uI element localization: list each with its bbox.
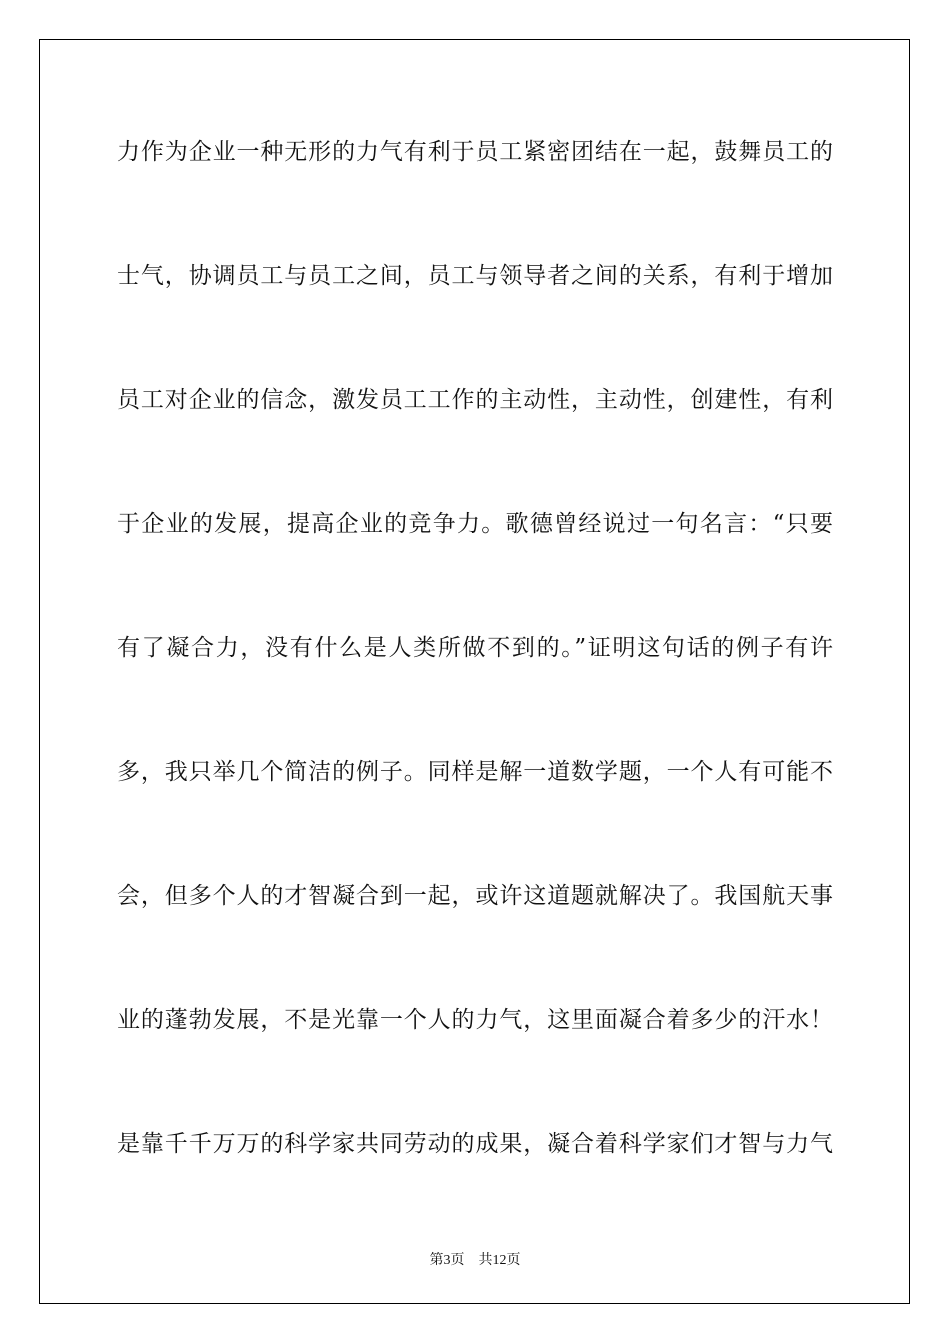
body-text-line-1: 力作为企业一种无形的力气有利于员工紧密团结在一起，鼓舞员工的 [117,139,833,165]
page-number: 第3页 [429,1253,465,1268]
body-text-line-2: 士气，协调员工与员工之间，员工与领导者之间的关系，有利于增加 [117,263,833,289]
body-text-line-7: 会，但多个人的才智凝合到一起，或许这道题就解决了。我国航天事 [117,883,833,909]
body-text-line-6: 多，我只举几个简洁的例子。同样是解一道数学题，一个人有可能不 [117,759,833,785]
body-text-line-9: 是靠千千万万的科学家共同劳动的成果，凝合着科学家们才智与力气 [117,1131,833,1157]
body-text-line-3: 员工对企业的信念，激发员工工作的主动性，主动性，创建性，有利 [117,387,833,413]
body-text-line-8: 业的蓬勃发展，不是光靠一个人的力气，这里面凝合着多少的汗水！ [117,1007,833,1033]
body-text-line-4: 于企业的发展，提高企业的竞争力。歌德曾经说过一句名言：“只要 [117,511,833,537]
body-text-line-5: 有了凝合力，没有什么是人类所做不到的。”证明这句话的例子有许 [117,635,833,661]
page-total: 共12页 [478,1253,521,1268]
page-footer [0,1249,950,1269]
page-border [39,39,910,1304]
